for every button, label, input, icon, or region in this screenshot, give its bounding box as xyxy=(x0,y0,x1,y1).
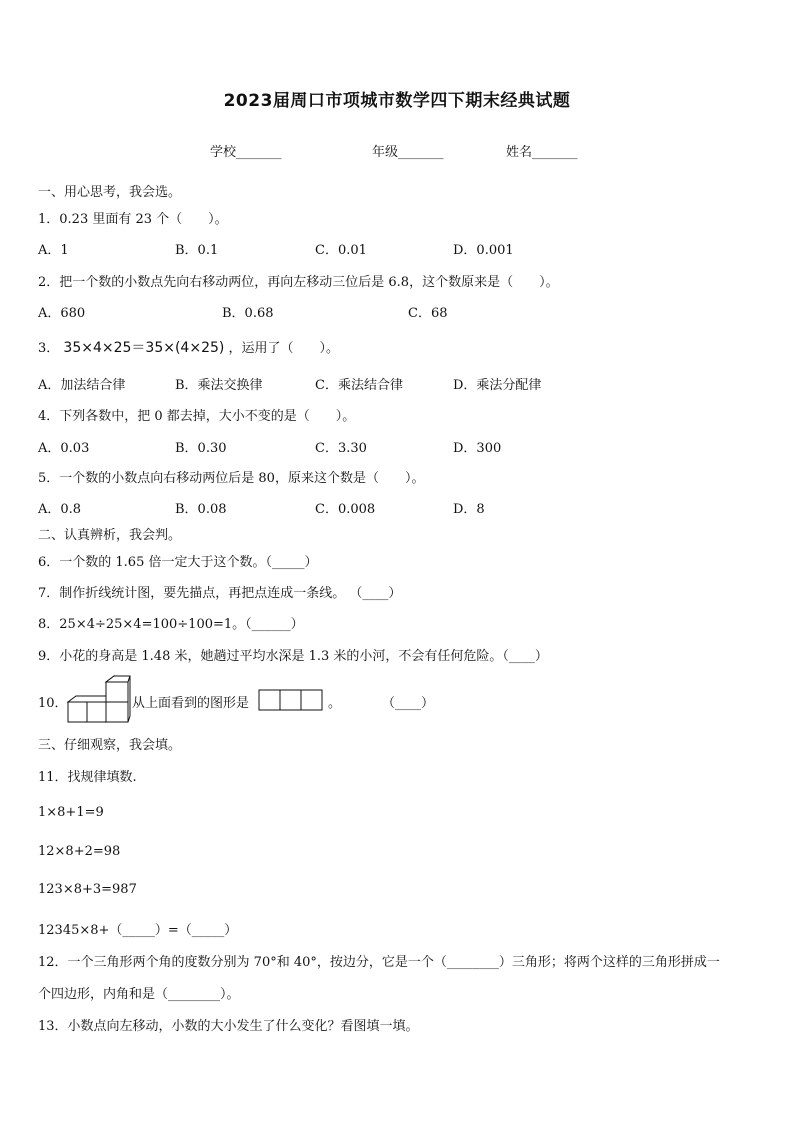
q10-cube-figure xyxy=(66,674,132,724)
question-12-line-2: 个四边形，内角和是（________）。 xyxy=(38,987,240,1002)
question-5: 5．一个数的小数点向右移动两位后是 80，原来这个数是（ ）。 xyxy=(38,471,425,486)
q10-answer-blank[interactable]: （____） xyxy=(382,696,435,711)
q4-option-b[interactable]: B．0.30 xyxy=(175,441,227,456)
q11-line-2: 12×8+2=98 xyxy=(38,844,121,859)
q3-number: 3． xyxy=(38,341,60,356)
q3-option-b[interactable]: B．乘法交换律 xyxy=(175,378,263,393)
q5-option-d[interactable]: D．8 xyxy=(453,502,485,517)
q10-top-view-figure xyxy=(258,689,324,711)
question-4: 4．下列各数中，把 0 都去掉，大小不变的是（ ）。 xyxy=(38,409,356,424)
section-2-heading: 二、认真辨析，我会判。 xyxy=(38,528,182,543)
q3-formula: 35×4×25＝35×(4×25) xyxy=(63,340,225,356)
question-8: 8．25×4÷25×4=100÷100=1。（______） xyxy=(38,617,304,632)
name-field[interactable]: 姓名_______ xyxy=(506,145,578,160)
question-1: 1．0.23 里面有 23 个（ ）。 xyxy=(38,212,228,227)
q5-option-b[interactable]: B．0.08 xyxy=(175,502,227,517)
q10-middle-text: 从上面看到的图形是 xyxy=(132,696,250,711)
q3-suffix: ，运用了（ ）。 xyxy=(228,341,339,356)
q10-number: 10． xyxy=(38,696,68,711)
question-3 xyxy=(38,337,339,357)
q10-end-text: 。 xyxy=(328,696,342,711)
q1-option-a[interactable]: A．1 xyxy=(38,243,69,258)
question-2: 2．把一个数的小数点先向右移动两位，再向左移动三位后是 6.8，这个数原来是（ ）。 xyxy=(38,275,559,290)
question-6: 6．一个数的 1.65 倍一定大于这个数。（_____） xyxy=(38,555,318,570)
school-field[interactable]: 学校_______ xyxy=(210,145,282,160)
section-3-heading: 三、仔细观察，我会填。 xyxy=(38,738,182,753)
q5-option-c[interactable]: C．0.008 xyxy=(315,502,376,517)
q2-option-c[interactable]: C．68 xyxy=(408,306,448,321)
q11-line-3: 123×8+3=987 xyxy=(38,882,137,897)
q5-option-a[interactable]: A．0.8 xyxy=(38,502,82,517)
q3-option-a[interactable]: A．加法结合律 xyxy=(38,378,126,393)
q1-option-b[interactable]: B．0.1 xyxy=(175,243,219,258)
q2-option-a[interactable]: A．680 xyxy=(38,306,86,321)
q2-option-b[interactable]: B．0.68 xyxy=(222,306,274,321)
q3-option-c[interactable]: C．乘法结合律 xyxy=(315,378,403,393)
question-13: 13．小数点向左移动，小数的大小发生了什么变化？看图填一填。 xyxy=(38,1019,419,1034)
question-12-line-1: 12．一个三角形两个角的度数分别为 70°和 40°，按边分，它是一个（________）三角形；将两个这样的三角形拼成一 xyxy=(38,955,720,970)
section-1-heading: 一、用心思考，我会选。 xyxy=(38,185,182,200)
q1-option-d[interactable]: D．0.001 xyxy=(453,243,514,258)
page-title: 2023届周口市项城市数学四下期末经典试题 xyxy=(223,91,571,111)
q1-option-c[interactable]: C．0.01 xyxy=(315,243,367,258)
q11-line-4[interactable]: 12345×8+（_____）=（_____） xyxy=(38,923,238,938)
q11-line-1: 1×8+1=9 xyxy=(38,805,104,820)
q4-option-d[interactable]: D．300 xyxy=(453,441,502,456)
question-11: 11．找规律填数. xyxy=(38,770,137,785)
grade-field[interactable]: 年级_______ xyxy=(372,145,444,160)
q3-option-d[interactable]: D．乘法分配律 xyxy=(453,378,542,393)
q4-option-a[interactable]: A．0.03 xyxy=(38,441,90,456)
q4-option-c[interactable]: C．3.30 xyxy=(315,441,367,456)
question-7: 7．制作折线统计图，要先描点，再把点连成一条线。 （____） xyxy=(38,586,402,601)
question-9: 9．小花的身高是 1.48 米，她趟过平均水深是 1.3 米的小河，不会有任何危险。（____） xyxy=(38,649,548,664)
